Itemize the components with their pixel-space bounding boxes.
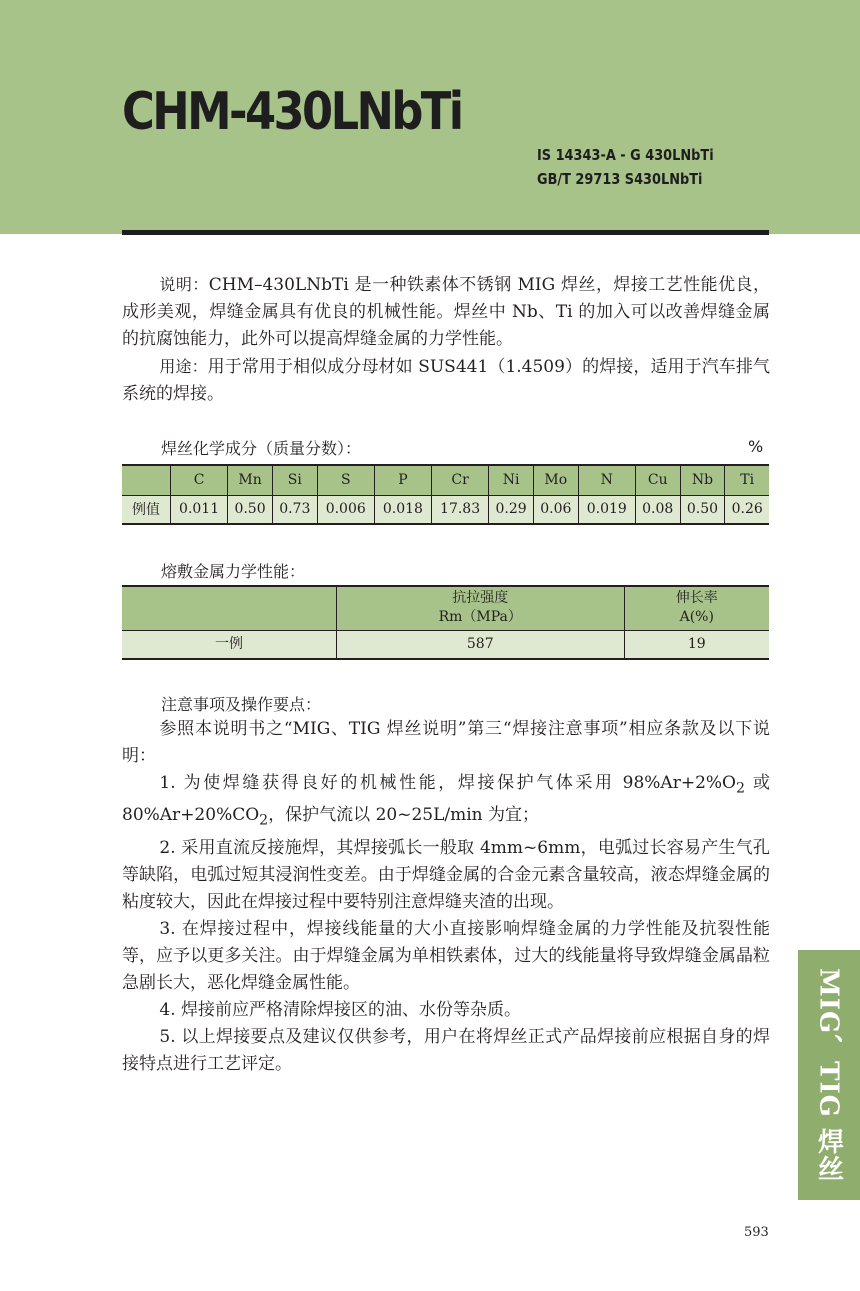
chem-col-si: Si xyxy=(272,465,317,495)
notes-item-1-b: 或 80%Ar+20%CO xyxy=(122,773,770,826)
mech-val-elongation: 19 xyxy=(624,630,769,659)
mech-col-elongation-line2: A(%) xyxy=(679,609,714,626)
mech-col-tensile-line2: Rm（MPa） xyxy=(438,609,522,626)
mechanical-header-row xyxy=(122,586,769,630)
chem-val-p: 0.018 xyxy=(374,495,431,524)
product-title: CHM-430LNbTi xyxy=(122,82,462,142)
chemical-heading: 焊丝化学成分（质量分数）： xyxy=(161,439,362,458)
chemical-value-row xyxy=(122,495,769,524)
standards-block xyxy=(537,143,714,191)
chem-col-c: C xyxy=(171,465,228,495)
mechanical-value-row xyxy=(122,630,769,659)
mech-row-label: 一例 xyxy=(122,630,337,659)
notes-item-1-sub-2: 2 xyxy=(259,812,269,829)
mechanical-properties-table xyxy=(122,585,769,660)
description-label: 说明： xyxy=(159,275,209,294)
chem-val-mn: 0.50 xyxy=(228,495,273,524)
chem-col-ni: Ni xyxy=(489,465,534,495)
notes-item-1-sub-1: 2 xyxy=(735,780,745,797)
mech-val-tensile: 587 xyxy=(337,630,625,659)
chem-col-p: P xyxy=(374,465,431,495)
mech-col-elongation-line1: 伸长率 xyxy=(675,590,718,607)
title-rule xyxy=(122,230,769,235)
chem-val-cr: 17.83 xyxy=(432,495,489,524)
chem-val-c: 0.011 xyxy=(171,495,228,524)
chem-val-mo: 0.06 xyxy=(533,495,578,524)
page-number: 593 xyxy=(744,1225,769,1240)
notes-item-1-c: ，保护气流以 20~25L/min 为宜； xyxy=(268,805,540,826)
side-tab-label: MIG、TIG 焊丝 xyxy=(813,968,844,1182)
chem-col-mo: Mo xyxy=(533,465,578,495)
usage-label: 用途： xyxy=(159,357,208,376)
description-section xyxy=(122,271,770,408)
chem-col-ti: Ti xyxy=(725,465,769,495)
notes-item-2: 2. 采用直流反接施焊，其焊接弧长一般取 4mm~6mm，电弧过长容易产生气孔等缺陷，电弧过短其浸润性变差。由于焊缝金属的合金元素含量较高，液态焊缝金属的粘度较大，因此在焊接过程中要特别注意焊缝夹渣的出现。 xyxy=(122,837,770,912)
chem-val-cu: 0.08 xyxy=(635,495,680,524)
chemical-composition-table xyxy=(122,464,769,525)
description-text: CHM–430LNbTi 是一种铁素体不锈钢 MIG 焊丝，焊接工艺性能优良，成形美观，焊缝金属具有优良的机械性能。焊丝中 Nb、Ti 的加入可以改善焊缝金属的抗腐蚀能力，此外可以提高焊缝金属的力学性能。 xyxy=(122,275,770,349)
chem-val-ti: 0.26 xyxy=(725,495,769,524)
mech-col-tensile xyxy=(337,586,625,630)
usage-paragraph xyxy=(122,353,770,408)
description-paragraph xyxy=(122,271,770,353)
mechanical-heading: 熔敷金属力学性能： xyxy=(161,562,306,581)
chem-row-label: 例值 xyxy=(122,495,171,524)
chem-col-nb: Nb xyxy=(680,465,725,495)
chem-val-n: 0.019 xyxy=(578,495,635,524)
mechanical-corner-cell xyxy=(122,586,337,630)
chemical-unit: % xyxy=(748,437,764,456)
standard-gbt: GB/T 29713 S430LNbTi xyxy=(537,170,703,188)
mech-col-tensile-line1: 抗拉强度 xyxy=(452,590,509,607)
chem-col-n: N xyxy=(578,465,635,495)
chemical-corner-cell xyxy=(122,465,171,495)
mech-col-elongation xyxy=(624,586,769,630)
chem-col-cr: Cr xyxy=(432,465,489,495)
notes-section xyxy=(122,716,770,1078)
notes-item-3: 3. 在焊接过程中，焊接线能量的大小直接影响焊缝金属的力学性能及抗裂性能等，应予以更多关注。由于焊缝金属为单相铁素体，过大的线能量将导致焊缝金属晶粒急剧长大，恶化焊缝金属性能。 xyxy=(122,918,770,993)
chem-val-ni: 0.29 xyxy=(489,495,534,524)
notes-heading: 注意事项及操作要点： xyxy=(161,695,322,714)
chem-col-s: S xyxy=(317,465,374,495)
standard-is: IS 14343-A - G 430LNbTi xyxy=(537,146,714,164)
notes-item-1 xyxy=(122,770,770,835)
chemical-header-row xyxy=(122,465,769,495)
notes-item-5: 5. 以上焊接要点及建议仅供参考，用户在将焊丝正式产品焊接前应根据自身的焊接特点进行工艺评定。 xyxy=(122,1026,770,1074)
notes-item-4: 4. 焊接前应严格清除焊接区的油、水份等杂质。 xyxy=(159,999,522,1020)
chem-col-mn: Mn xyxy=(228,465,273,495)
chem-val-si: 0.73 xyxy=(272,495,317,524)
notes-intro: 参照本说明书之“MIG、TIG 焊丝说明”第三“焊接注意事项”相应条款及以下说明： xyxy=(122,719,770,766)
usage-text: 用于常用于相似成分母材如 SUS441（1.4509）的焊接，适用于汽车排气系统的焊接。 xyxy=(122,357,770,404)
chem-val-s: 0.006 xyxy=(317,495,374,524)
chem-val-nb: 0.50 xyxy=(680,495,725,524)
chem-col-cu: Cu xyxy=(635,465,680,495)
notes-item-1-a: 1. 为使焊缝获得良好的机械性能，焊接保护气体采用 98%Ar+2%O xyxy=(159,773,736,793)
